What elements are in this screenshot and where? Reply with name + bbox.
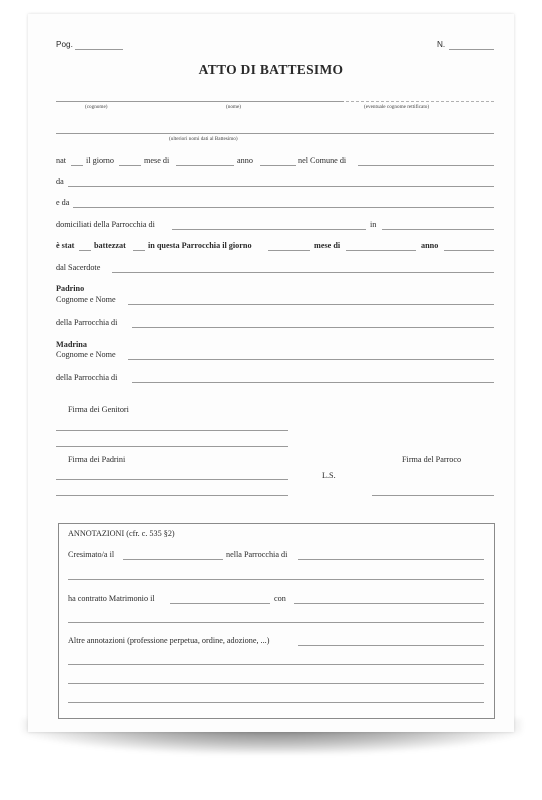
battezzat-suffix-field[interactable]	[133, 250, 145, 251]
baptism-certificate-form	[28, 14, 514, 732]
con-label: con	[274, 594, 286, 603]
padrini-signature-label: Firma dei Padrini	[68, 455, 126, 464]
other-annotations-field[interactable]	[298, 645, 484, 646]
domiciliati-label: domiciliati della Parrocchia di	[56, 220, 155, 229]
baptism-month-field[interactable]	[346, 250, 416, 251]
mother-field[interactable]	[73, 207, 494, 208]
godfather-name-field[interactable]	[128, 304, 494, 305]
spouse-field[interactable]	[294, 603, 484, 604]
nat-suffix-field[interactable]	[71, 165, 83, 166]
altre-annotazioni-label: Altre annotazioni (professione perpetua, ordine, adozione, ...)	[68, 636, 270, 645]
annotation-line-2[interactable]	[68, 622, 484, 623]
birth-town-field[interactable]	[358, 165, 494, 166]
annotazioni-heading: ANNOTAZIONI (cfr. c. 535 §2)	[68, 529, 175, 538]
madrina-name-label: Cognome e Nome	[56, 350, 116, 359]
number-field[interactable]	[449, 49, 494, 50]
priest-field[interactable]	[112, 272, 494, 273]
domicile-town-field[interactable]	[382, 229, 494, 230]
parish-priest-signature-line[interactable]	[372, 495, 494, 496]
in-label: in	[370, 220, 377, 229]
padrino-parish-label: della Parrocchia di	[56, 318, 118, 327]
godmother-name-field[interactable]	[128, 359, 494, 360]
pog-label: Pog.	[56, 40, 73, 49]
parroco-signature-label: Firma del Parroco	[402, 455, 462, 464]
pog-field[interactable]	[75, 49, 123, 50]
godparents-signature-line-2[interactable]	[56, 495, 288, 496]
baptism-year-field[interactable]	[444, 250, 494, 251]
battezzat-label: battezzat	[94, 241, 126, 250]
marriage-date-field[interactable]	[170, 603, 270, 604]
document-title: ATTO DI BATTESIMO	[198, 62, 344, 77]
ls-seal-label: L.S.	[322, 471, 336, 480]
further-names-field[interactable]	[56, 133, 494, 134]
sacerdote-label: dal Sacerdote	[56, 263, 101, 272]
matrimonio-label: ha contratto Matrimonio il	[68, 594, 155, 603]
genitori-signature-label: Firma dei Genitori	[68, 405, 129, 414]
padrino-name-label: Cognome e Nome	[56, 295, 116, 304]
nome-caption: (nome)	[226, 104, 241, 110]
ulteriori-caption: (ulteriori nomi dati al Battesimo)	[169, 136, 238, 142]
father-field[interactable]	[68, 186, 494, 187]
name-field[interactable]	[56, 101, 344, 102]
padrino-heading: Padrino	[56, 284, 85, 293]
anno-label: anno	[237, 156, 253, 165]
birth-day-field[interactable]	[119, 165, 141, 166]
rectified-surname-field[interactable]	[346, 101, 494, 102]
annotation-line-1[interactable]	[68, 579, 484, 580]
eventuale-caption: (eventuale cognome rettificato)	[364, 104, 430, 110]
annotation-line-3[interactable]	[68, 664, 484, 665]
domicile-parish-field[interactable]	[172, 229, 366, 230]
madrina-parish-label: della Parrocchia di	[56, 373, 118, 382]
godfather-parish-field[interactable]	[132, 327, 494, 328]
baptism-day-field[interactable]	[268, 250, 310, 251]
in-questa-label: in questa Parrocchia il giorno	[148, 241, 252, 250]
number-label: N.	[437, 40, 446, 49]
parents-signature-line-2[interactable]	[56, 446, 288, 447]
annotation-line-5[interactable]	[68, 702, 484, 703]
e-stat-suffix-field[interactable]	[79, 250, 91, 251]
baptism-anno-label: anno	[421, 241, 439, 250]
confirmation-parish-field[interactable]	[298, 559, 484, 560]
baptism-mese-label: mese di	[314, 241, 341, 250]
e-da-label: e da	[56, 198, 70, 207]
mese-di-label: mese di	[144, 156, 170, 165]
birth-year-field[interactable]	[260, 165, 296, 166]
madrina-heading: Madrina	[56, 340, 87, 349]
cognome-caption: (cognome)	[85, 104, 108, 110]
nat-label: nat	[56, 156, 67, 165]
annotation-line-4[interactable]	[68, 683, 484, 684]
godparents-signature-line-1[interactable]	[56, 479, 288, 480]
parents-signature-line-1[interactable]	[56, 430, 288, 431]
birth-month-field[interactable]	[176, 165, 234, 166]
confirmation-date-field[interactable]	[123, 559, 223, 560]
godmother-parish-field[interactable]	[132, 382, 494, 383]
cresima-parish-label: nella Parrocchia di	[226, 550, 288, 559]
il-giorno-label: il giorno	[86, 156, 114, 165]
da-label: da	[56, 177, 64, 186]
cresimato-label: Cresimato/a il	[68, 550, 115, 559]
nel-comune-label: nel Comune di	[298, 156, 347, 165]
e-stat-label: è stat	[56, 241, 75, 250]
